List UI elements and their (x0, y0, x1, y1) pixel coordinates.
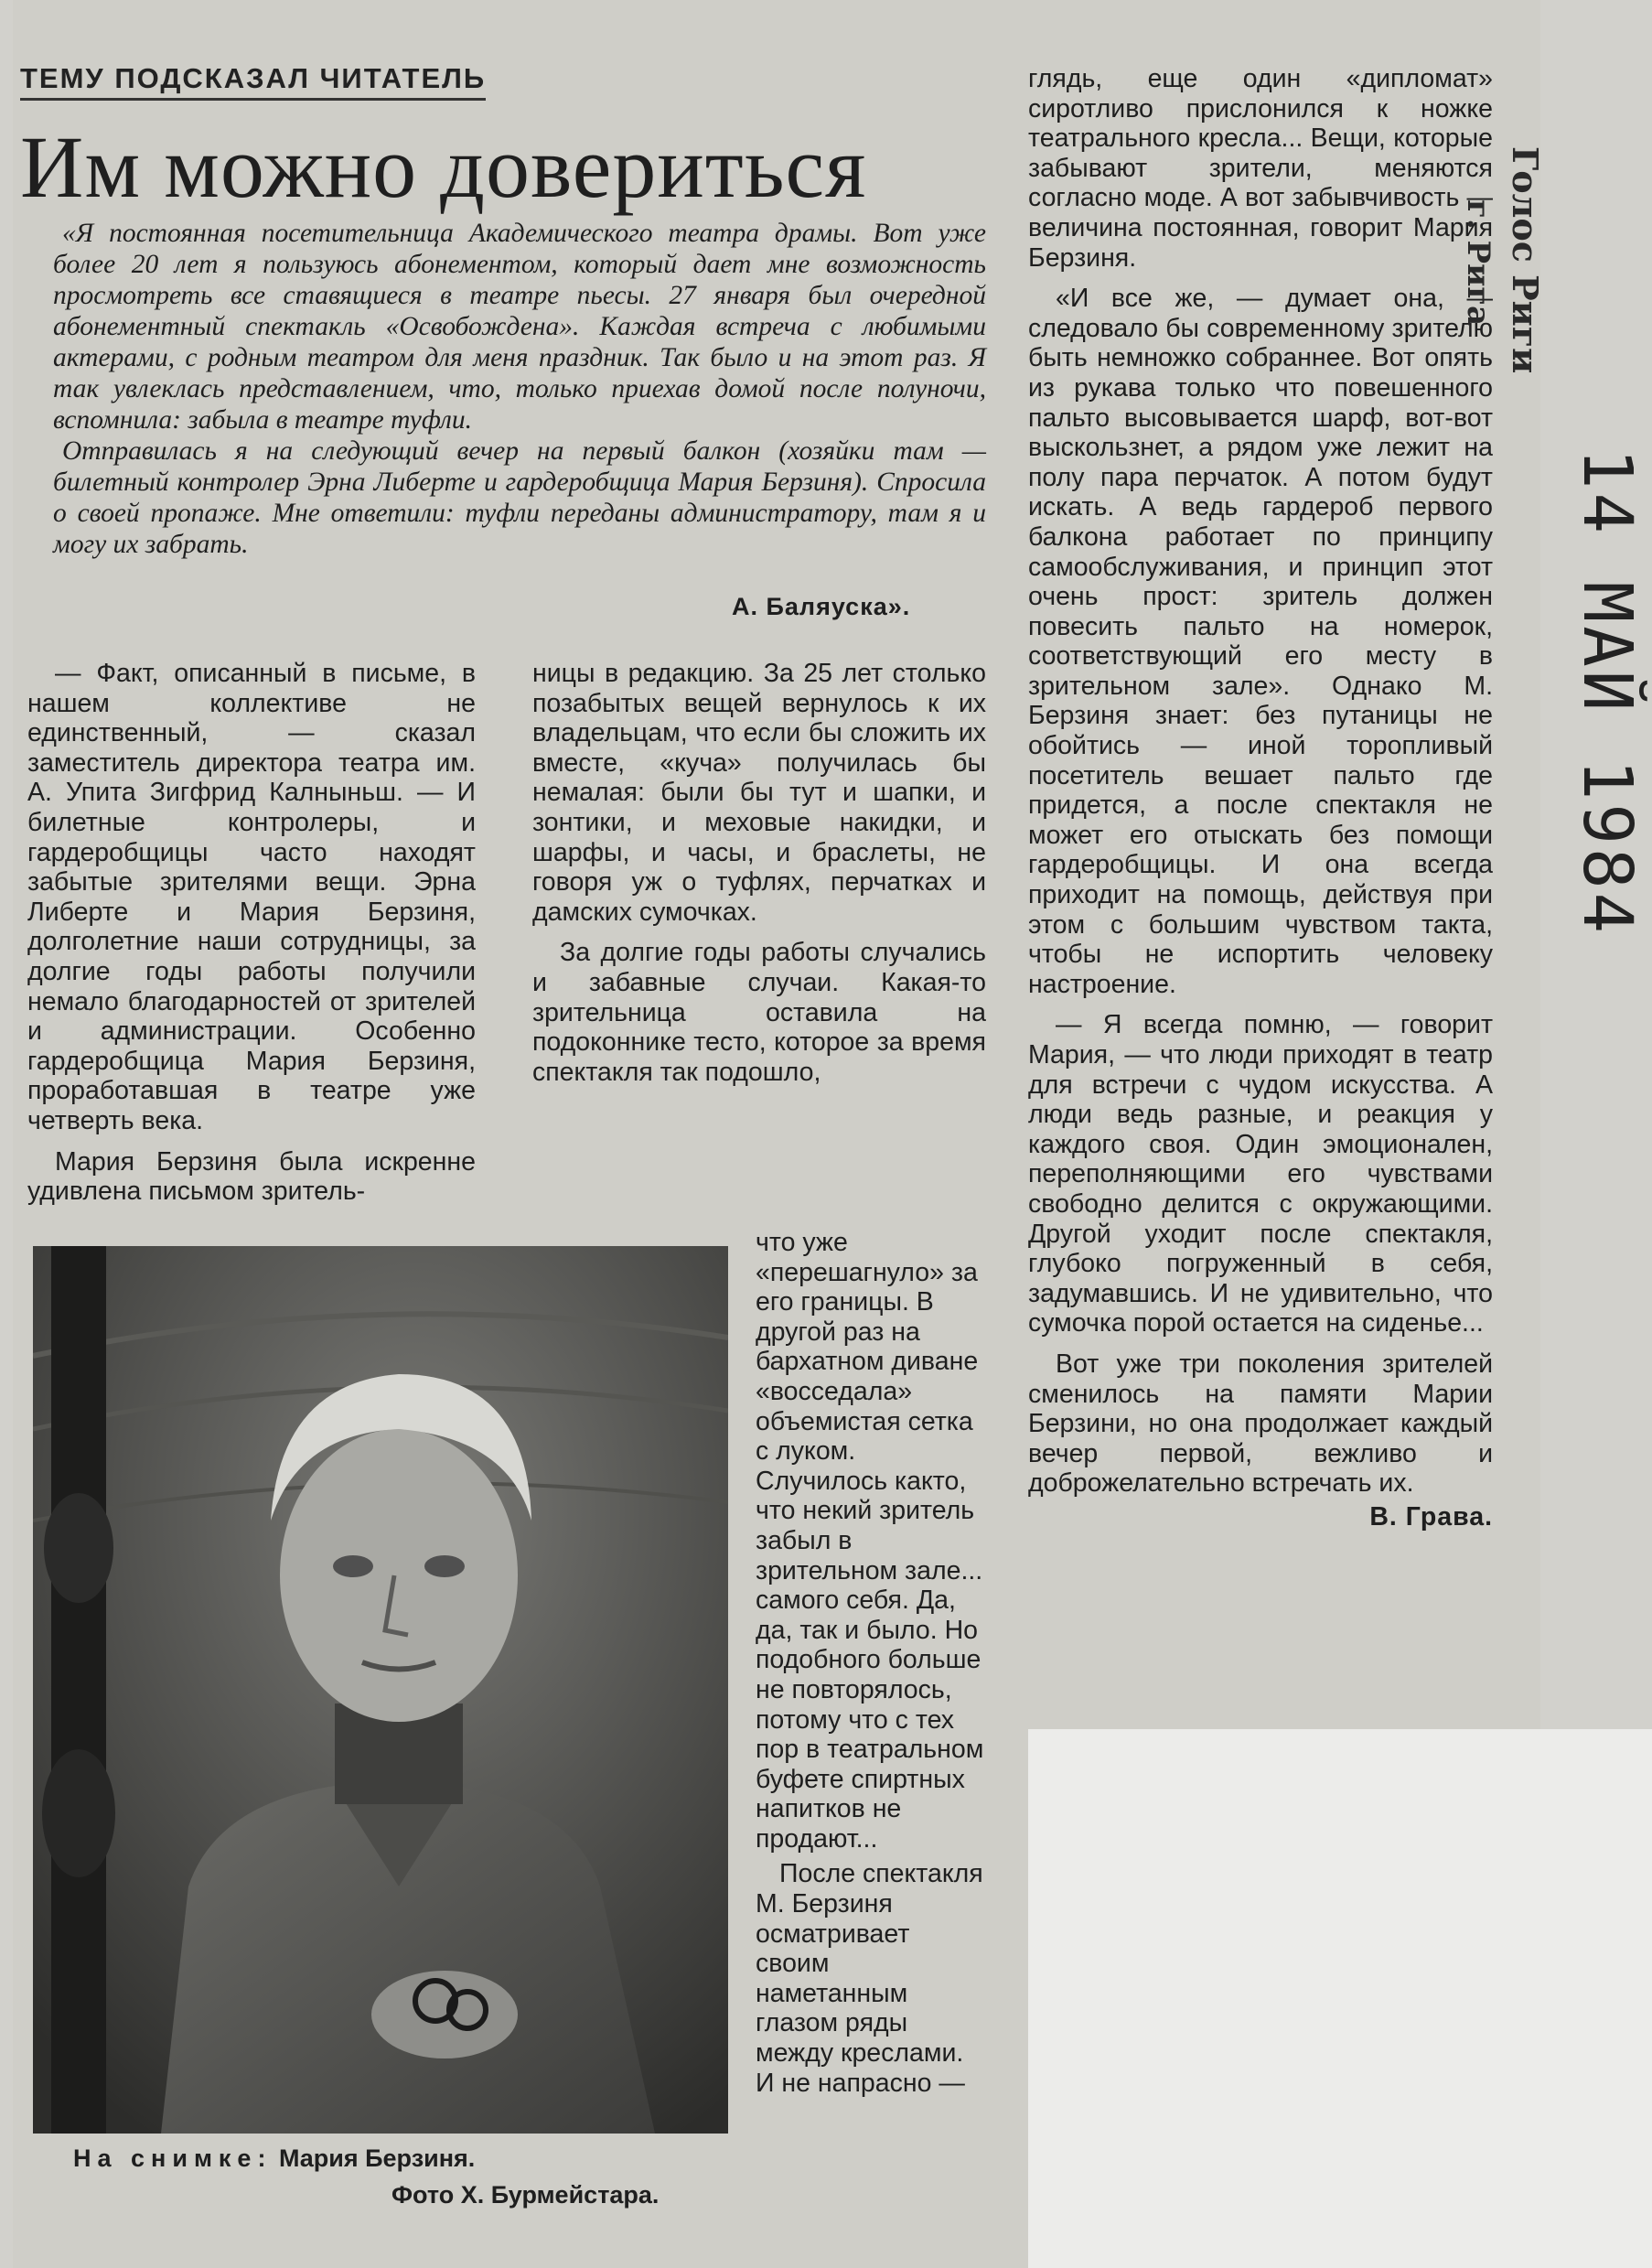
stamp-city: г. Рига (1460, 199, 1496, 327)
letter-signature: А. Баляуска». (732, 593, 911, 620)
headline: Им можно довериться (20, 118, 867, 216)
paragraph: Вот уже три поколения зрителей сменилось на памяти Марии Берзини, но она продолжает каждый вечер первой, вежливо и доброжелательно встречать их. (1028, 1349, 1493, 1499)
article-column-2-continued (756, 1228, 986, 2103)
paragraph: ницы в редакцию. За 25 лет столько позабытых вещей вернулось к их владельцам, что если бы сложить их вместе, «куча» получилась бы немалая: были бы тут и шапки, и зонтики, и меховые накидки, и шарфы, и часы, и браслеты, не говоря уж о туфлях, перчатках и дамских сумочках. (532, 659, 986, 927)
portrait-illustration (33, 1246, 728, 2134)
paragraph: глядь, еще один «дипломат» сиротливо прислонился к ножке театрального кресла... Вещи, которые забывают зрители, меняются согласно моде. А вот забывчивость — величина постоянная, говорит Мария Берзиня. (1028, 64, 1493, 273)
paragraph: — Факт, описанный в письме, в нашем коллективе не единственный, — сказал заместитель директора театра им. А. Упита Зигфрид Калныньш. — И билетные контролеры, и гардеробщицы часто находят забытые зрителями вещи. Эрна Либерте и Мария Берзиня, долголетние наши сотрудницы, за долгие годы работы получили немало благодарностей от зрителей и администрации. Особенно гардеробщица Мария Берзиня, проработавшая в театре уже четверть века. (27, 659, 476, 1135)
caption-name: Мария Берзиня. (278, 2144, 476, 2172)
article-column-3 (1028, 64, 1493, 1532)
photo-caption (73, 2144, 475, 2173)
caption-prefix: На снимке: (73, 2144, 273, 2172)
paragraph: — Я всегда помню, — говорит Мария, — что люди приходят в театр для встречи с чудом искусства. А люди ведь разные, и реакция у каждого своя. Один эмоционален, переполняющими его чувствами свободно делится с окружающими. Другой уходит после спектакля, глубоко погруженный в себя, задумавшись. И не удивительно, что сумочка порой остается на сиденье... (1028, 1010, 1493, 1338)
author-signature: В. Грава. (1369, 1501, 1493, 1532)
reader-letter (53, 218, 986, 560)
portrait-photo (33, 1246, 728, 2134)
paragraph: «И все же, — думает она, — следовало бы современному зрителю быть немножко собраннее. Вот опять из рукава только что повешенного пальто высовывается шарф, вот-вот выскользнет, а рядом уже лежит на полу пара перчаток. А потом будут искать. А ведь гардероб первого балкона работает по принципу самообслуживания, и принцип этот очень прост: зритель должен повесить пальто на номерок, соответствующий его месту в зрительном зале». Однако М. Берзиня знает: без путаницы не обойтись — иной торопливый посетитель вешает пальто где придется, а после спектакля не может его отыскать без помощи гардеробщицы. И она всегда приходит на помощь, действуя при этом с большим чувством такта, чтобы не испортить человеку настроение. (1028, 284, 1493, 999)
blank-paper-area (1028, 1729, 1652, 2268)
paragraph: После спектакля М. Берзиня осматривает своим наметанным глазом ряды между креслами. И не напрасно — (756, 1859, 983, 2098)
paragraph: За долгие годы работы случались и забавные случаи. Какая-то зрительница оставила на подоконнике тесто, которое за время спектакля так подошло, (532, 938, 986, 1087)
paragraph: что уже «перешагнуло» за его границы. В другой раз на бархатном диване «восседала» объемистая сетка с луком. Случилось както, что некий зритель забыл в зрительном зале... самого себя. Да, да, так и было. Но подобного больше не повторялось, потому что с тех пор в театральном буфете спиртных напитков не продают... (756, 1228, 984, 1854)
rubric: ТЕМУ ПОДСКАЗАЛ ЧИТАТЕЛЬ (20, 62, 486, 101)
stamp-newspaper: Голос Риги (1505, 146, 1546, 374)
article-column-2 (532, 659, 986, 1098)
lead-paragraph: «Я постоянная посетительница Академического театра драмы. Вот уже более 20 лет я пользуюсь абонементом, который дает мне возможность просмотреть все ставящиеся в театре пьесы. 27 января был очередной абонементный спектакль «Освобождена». Каждая встреча с любимыми актерами, с родным театром для меня праздник. Так было и на этот раз. Я так увлеклась представлением, что, только приехав домой после полуночи, вспомнила: забыла в театре туфли. (53, 219, 986, 435)
lead-paragraph: Отправилась я на следующий вечер на первый балкон (хозяйки там — билетный контролер Эрна Либерте и гардеробщица Мария Берзиня). Спросила о своей пропаже. Мне ответили: туфли переданы администратору, там я и могу их забрать. (53, 436, 986, 559)
article-column-1 (27, 659, 476, 1218)
photo-credit: Фото Х. Бурмейстара. (392, 2181, 660, 2209)
stamp-date: 14 МАЙ 1984 (1568, 448, 1647, 938)
paragraph: Мария Берзиня была искренне удивлена письмом зритель- (27, 1146, 476, 1207)
